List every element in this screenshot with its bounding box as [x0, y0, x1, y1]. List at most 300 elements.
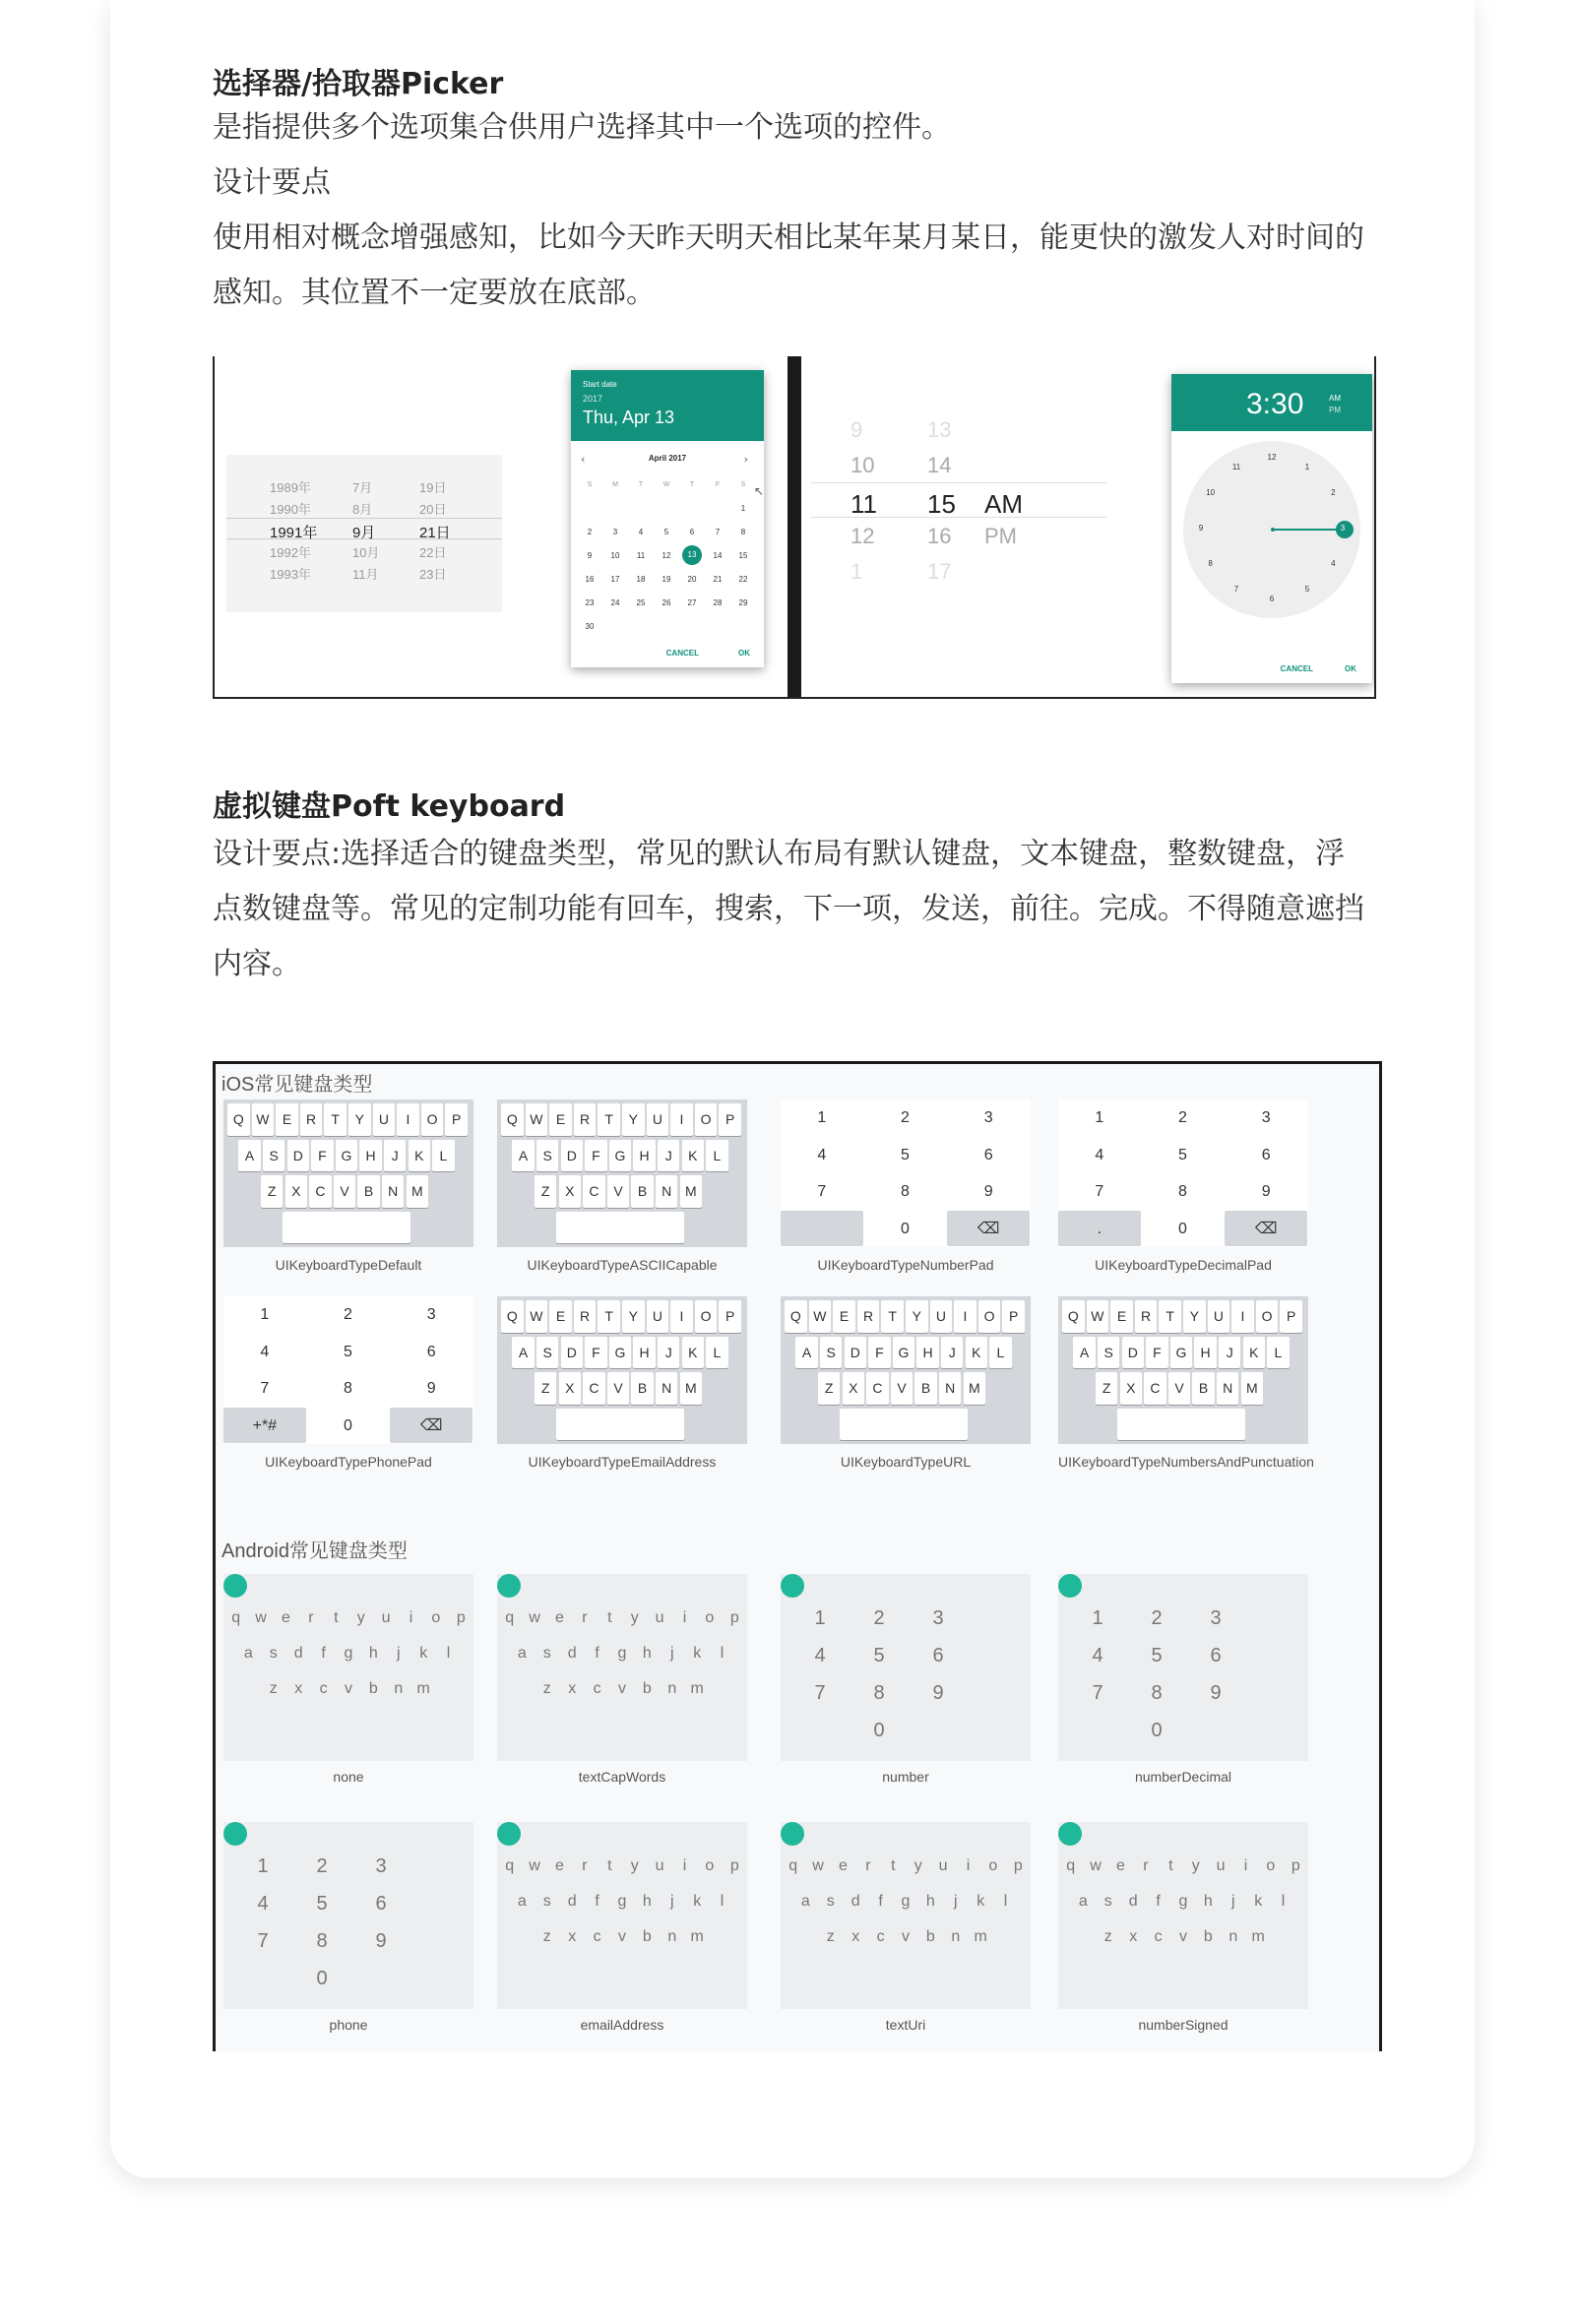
key[interactable]: K [1243, 1337, 1266, 1369]
key[interactable]: d [293, 1645, 303, 1662]
key[interactable]: c [319, 1680, 328, 1697]
key[interactable]: 6 [390, 1334, 472, 1370]
key[interactable]: 5 [1151, 1645, 1163, 1666]
pm-toggle[interactable]: PM [1329, 406, 1341, 414]
key[interactable]: Q [501, 1300, 524, 1333]
calendar-day[interactable]: 1 [740, 503, 746, 513]
key[interactable]: B [914, 1372, 937, 1405]
key[interactable]: V [334, 1175, 356, 1208]
clock-number[interactable]: 10 [1206, 488, 1216, 497]
key[interactable]: K [682, 1337, 705, 1369]
enter-key[interactable] [1058, 1574, 1082, 1598]
key[interactable]: w [812, 1857, 824, 1874]
key[interactable]: a [517, 1893, 527, 1910]
enter-key[interactable] [1058, 1822, 1082, 1846]
key[interactable]: t [607, 1609, 612, 1626]
key[interactable]: 4 [223, 1334, 306, 1370]
key[interactable]: 5 [1142, 1137, 1225, 1173]
key[interactable]: d [567, 1893, 577, 1910]
key[interactable]: y [630, 1609, 639, 1626]
key[interactable]: 0 [873, 1720, 885, 1741]
key[interactable]: v [901, 1928, 910, 1945]
key[interactable]: L [1267, 1337, 1290, 1369]
key[interactable]: m [416, 1680, 430, 1697]
key[interactable]: y [630, 1857, 639, 1874]
key[interactable]: d [567, 1645, 577, 1662]
key[interactable]: F [311, 1140, 334, 1172]
key[interactable]: 6 [932, 1645, 944, 1666]
key[interactable]: N [939, 1372, 962, 1405]
key[interactable]: Y [1183, 1300, 1206, 1333]
key[interactable]: ⌫ [390, 1408, 472, 1444]
date-wheel-row[interactable] [226, 518, 502, 539]
key[interactable]: 7 [1092, 1682, 1103, 1704]
key[interactable]: z [542, 1928, 551, 1945]
key[interactable]: p [729, 1609, 739, 1626]
key[interactable]: p [1291, 1857, 1300, 1874]
key[interactable]: i [682, 1857, 687, 1874]
key[interactable]: 8 [1142, 1173, 1225, 1210]
key[interactable]: U [647, 1103, 669, 1136]
key[interactable]: 4 [1092, 1645, 1103, 1666]
key[interactable]: E [1110, 1300, 1133, 1333]
clock-number[interactable]: 5 [1304, 585, 1310, 595]
key[interactable]: K [682, 1140, 705, 1172]
key[interactable]: 5 [864, 1137, 947, 1173]
key[interactable]: H [359, 1140, 382, 1172]
key[interactable]: V [1168, 1372, 1191, 1405]
key[interactable]: f [595, 1893, 599, 1910]
clock-face[interactable] [1183, 441, 1360, 618]
key[interactable]: o [705, 1609, 715, 1626]
key[interactable]: H [633, 1337, 656, 1369]
key[interactable]: g [1178, 1893, 1188, 1910]
calendar-day[interactable]: 12 [662, 550, 671, 560]
clock-number[interactable]: 1 [1304, 462, 1310, 471]
key[interactable]: e [839, 1857, 848, 1874]
key[interactable]: i [966, 1857, 971, 1874]
year-label[interactable]: 2017 [583, 394, 603, 404]
key[interactable]: X [559, 1372, 582, 1405]
key[interactable]: 4 [1058, 1137, 1141, 1173]
key[interactable]: 3 [932, 1607, 944, 1629]
key[interactable]: j [397, 1645, 401, 1662]
key[interactable]: f [321, 1645, 326, 1662]
key[interactable]: q [1066, 1857, 1076, 1874]
calendar-day[interactable]: 19 [662, 574, 671, 584]
key[interactable]: h [925, 1893, 935, 1910]
time-wheel-row[interactable] [811, 447, 1106, 482]
time-wheel-row[interactable] [811, 411, 1106, 447]
date-wheel-row[interactable] [226, 474, 502, 496]
calendar-day[interactable]: 29 [738, 597, 748, 607]
key[interactable]: v [617, 1928, 626, 1945]
key[interactable]: v [617, 1680, 626, 1697]
key[interactable]: L [706, 1140, 728, 1172]
key[interactable]: R [1135, 1300, 1158, 1333]
key[interactable]: x [851, 1928, 860, 1945]
key[interactable]: Z [818, 1372, 841, 1405]
key[interactable]: r [865, 1857, 871, 1874]
key[interactable]: Y [906, 1300, 928, 1333]
key[interactable]: 5 [307, 1334, 390, 1370]
key[interactable]: n [951, 1928, 961, 1945]
key[interactable]: f [1156, 1893, 1161, 1910]
key[interactable]: G [893, 1337, 915, 1369]
key[interactable]: I [954, 1300, 976, 1333]
key[interactable]: T [324, 1103, 346, 1136]
key[interactable]: o [988, 1857, 998, 1874]
key[interactable]: M [680, 1175, 703, 1208]
key[interactable]: s [269, 1645, 278, 1662]
key[interactable]: 1 [814, 1607, 826, 1629]
key[interactable]: p [456, 1609, 466, 1626]
date-wheel-row[interactable] [226, 539, 502, 561]
key[interactable]: 7 [781, 1173, 863, 1210]
key[interactable]: r [582, 1609, 588, 1626]
key[interactable]: l [446, 1645, 451, 1662]
clock-number[interactable]: 4 [1331, 559, 1336, 568]
key[interactable]: b [925, 1928, 935, 1945]
enter-key[interactable] [223, 1574, 247, 1598]
key[interactable]: c [593, 1928, 601, 1945]
key[interactable]: O [421, 1103, 444, 1136]
key[interactable]: 2 [316, 1855, 328, 1877]
key[interactable]: N [1217, 1372, 1239, 1405]
key[interactable]: t [607, 1857, 612, 1874]
key[interactable]: U [373, 1103, 396, 1136]
key[interactable]: k [1254, 1893, 1263, 1910]
key[interactable]: k [419, 1645, 428, 1662]
key[interactable]: 1 [257, 1855, 269, 1877]
key[interactable]: 2 [864, 1099, 947, 1136]
key[interactable]: c [1154, 1928, 1163, 1945]
clock-number[interactable]: 12 [1267, 453, 1277, 462]
key[interactable]: O [1256, 1300, 1279, 1333]
key[interactable]: H [916, 1337, 939, 1369]
key[interactable]: e [282, 1609, 290, 1626]
key[interactable]: R [857, 1300, 880, 1333]
key[interactable]: g [617, 1645, 627, 1662]
prev-month-icon[interactable]: ‹ [581, 453, 586, 466]
key[interactable]: R [574, 1103, 597, 1136]
key[interactable]: 0 [1142, 1211, 1225, 1247]
key[interactable]: 3 [390, 1296, 472, 1333]
key[interactable]: b [1203, 1928, 1213, 1945]
key[interactable]: O [978, 1300, 1001, 1333]
key[interactable]: H [1194, 1337, 1217, 1369]
calendar-day[interactable] [679, 543, 705, 567]
key[interactable]: Q [785, 1300, 807, 1333]
key[interactable]: s [542, 1893, 551, 1910]
key[interactable]: e [555, 1609, 564, 1626]
calendar-day[interactable]: 4 [638, 527, 644, 536]
key[interactable]: v [344, 1680, 352, 1697]
key[interactable]: ⌫ [1225, 1211, 1307, 1247]
key[interactable] [800, 1716, 840, 1745]
key[interactable]: ⌫ [947, 1211, 1030, 1247]
key[interactable]: 1 [223, 1296, 306, 1333]
key[interactable]: S [820, 1337, 843, 1369]
key[interactable]: e [1116, 1857, 1125, 1874]
key[interactable]: 8 [316, 1930, 328, 1952]
key[interactable]: R [574, 1300, 597, 1333]
key[interactable]: L [432, 1140, 455, 1172]
key[interactable]: h [642, 1645, 652, 1662]
key[interactable]: l [720, 1645, 724, 1662]
key[interactable]: s [826, 1893, 835, 1910]
key[interactable]: p [729, 1857, 739, 1874]
key[interactable]: w [1090, 1857, 1102, 1874]
key[interactable]: 5 [873, 1645, 885, 1666]
key[interactable]: j [954, 1893, 958, 1910]
calendar-day[interactable]: 24 [610, 597, 620, 607]
key[interactable]: +*# [223, 1408, 306, 1444]
calendar-day[interactable]: 18 [636, 574, 646, 584]
key[interactable]: 9 [375, 1930, 387, 1952]
key[interactable]: n [1228, 1928, 1238, 1945]
time-wheel[interactable] [811, 417, 1106, 612]
key[interactable]: P [445, 1103, 468, 1136]
calendar-day[interactable]: 8 [740, 527, 746, 536]
key[interactable]: 0 [1151, 1720, 1163, 1741]
key[interactable]: T [598, 1103, 620, 1136]
key[interactable]: 1 [781, 1099, 863, 1136]
time-cancel-button[interactable]: CANCEL [1280, 664, 1313, 673]
key[interactable]: B [631, 1372, 654, 1405]
key[interactable]: h [1203, 1893, 1213, 1910]
time-ok-button[interactable]: OK [1345, 664, 1356, 673]
clock-number[interactable]: 9 [1198, 524, 1204, 533]
key[interactable]: x [294, 1680, 303, 1697]
key[interactable]: A [1073, 1337, 1096, 1369]
key[interactable]: I [397, 1103, 419, 1136]
key[interactable]: h [642, 1893, 652, 1910]
key[interactable]: y [356, 1609, 365, 1626]
key[interactable]: x [568, 1928, 577, 1945]
calendar-day[interactable]: 10 [610, 550, 620, 560]
key[interactable]: P [719, 1103, 741, 1136]
key[interactable]: 7 [223, 1370, 306, 1407]
key[interactable]: d [1128, 1893, 1138, 1910]
key[interactable]: P [719, 1300, 741, 1333]
key[interactable]: y [1191, 1857, 1200, 1874]
key[interactable]: x [1129, 1928, 1138, 1945]
clock-number[interactable]: 11 [1231, 462, 1241, 471]
key[interactable]: y [914, 1857, 922, 1874]
key[interactable]: S [536, 1140, 559, 1172]
key[interactable]: X [1120, 1372, 1143, 1405]
key[interactable]: G [609, 1337, 632, 1369]
key[interactable]: A [512, 1337, 535, 1369]
key[interactable]: V [607, 1175, 630, 1208]
key[interactable]: j [670, 1645, 674, 1662]
key[interactable]: X [843, 1372, 865, 1405]
key[interactable]: b [642, 1928, 652, 1945]
key[interactable]: D [1122, 1337, 1145, 1369]
key[interactable]: R [300, 1103, 323, 1136]
key[interactable]: J [941, 1337, 964, 1369]
key[interactable]: 4 [781, 1137, 863, 1173]
key[interactable]: m [690, 1680, 704, 1697]
key[interactable]: S [263, 1140, 285, 1172]
key[interactable]: Y [348, 1103, 371, 1136]
enter-key[interactable] [497, 1822, 521, 1846]
key[interactable]: 7 [257, 1930, 269, 1952]
calendar-day[interactable]: 15 [738, 550, 748, 560]
key[interactable]: . [1058, 1211, 1141, 1247]
key[interactable]: F [585, 1337, 607, 1369]
space-key[interactable] [1117, 1409, 1245, 1441]
key[interactable]: 7 [814, 1682, 826, 1704]
calendar-day[interactable]: 17 [610, 574, 620, 584]
key[interactable]: I [670, 1300, 693, 1333]
key[interactable]: P [1002, 1300, 1025, 1333]
key[interactable]: 0 [864, 1211, 947, 1247]
key[interactable]: X [285, 1175, 308, 1208]
key[interactable]: u [655, 1857, 664, 1874]
key[interactable]: 8 [873, 1682, 885, 1704]
key[interactable]: E [549, 1300, 572, 1333]
key[interactable]: b [642, 1680, 652, 1697]
space-key[interactable] [283, 1212, 410, 1244]
key[interactable]: o [431, 1609, 441, 1626]
key[interactable]: n [394, 1680, 404, 1697]
key[interactable]: z [1103, 1928, 1112, 1945]
key[interactable]: 0 [307, 1408, 390, 1444]
key[interactable]: K [966, 1337, 988, 1369]
key[interactable]: C [866, 1372, 889, 1405]
key[interactable]: M [1241, 1372, 1264, 1405]
key[interactable]: t [891, 1857, 896, 1874]
calendar-day[interactable]: 21 [713, 574, 723, 584]
key[interactable]: B [357, 1175, 380, 1208]
key[interactable]: D [561, 1337, 584, 1369]
key[interactable]: z [826, 1928, 835, 1945]
key[interactable]: 7 [1058, 1173, 1141, 1210]
key[interactable]: M [964, 1372, 986, 1405]
key[interactable]: O [695, 1103, 718, 1136]
key[interactable] [1196, 1716, 1235, 1745]
key[interactable]: 2 [307, 1296, 390, 1333]
key[interactable]: 9 [390, 1370, 472, 1407]
key[interactable]: t [1168, 1857, 1173, 1874]
key[interactable] [918, 1716, 958, 1745]
key[interactable]: o [705, 1857, 715, 1874]
key[interactable]: W [809, 1300, 832, 1333]
date-ok-button[interactable]: OK [738, 649, 750, 658]
key[interactable]: U [930, 1300, 953, 1333]
key[interactable]: s [1103, 1893, 1112, 1910]
key[interactable]: E [833, 1300, 855, 1333]
calendar-day[interactable]: 5 [663, 527, 669, 536]
key[interactable]: n [667, 1928, 677, 1945]
key[interactable]: 6 [1210, 1645, 1222, 1666]
key[interactable]: s [542, 1645, 551, 1662]
key[interactable]: T [1159, 1300, 1181, 1333]
key[interactable]: U [1208, 1300, 1230, 1333]
key[interactable]: Y [622, 1103, 645, 1136]
key[interactable]: 9 [932, 1682, 944, 1704]
key[interactable]: 2 [1142, 1099, 1225, 1136]
key[interactable]: J [1219, 1337, 1241, 1369]
key[interactable]: q [231, 1609, 241, 1626]
key[interactable] [361, 1964, 401, 1993]
key[interactable]: H [633, 1140, 656, 1172]
key[interactable]: 3 [947, 1099, 1030, 1136]
space-key[interactable] [556, 1409, 684, 1441]
enter-key[interactable] [781, 1574, 804, 1598]
key[interactable]: G [336, 1140, 358, 1172]
calendar-day[interactable]: 25 [636, 597, 646, 607]
key[interactable]: C [583, 1372, 605, 1405]
key[interactable]: x [568, 1680, 577, 1697]
key[interactable]: w [529, 1609, 540, 1626]
key[interactable]: m [1251, 1928, 1265, 1945]
key[interactable]: L [706, 1337, 728, 1369]
clock-number[interactable]: 3 [1340, 524, 1346, 533]
key[interactable]: F [1146, 1337, 1168, 1369]
calendar-day[interactable]: 30 [585, 621, 595, 631]
key[interactable]: Q [227, 1103, 250, 1136]
calendar-day[interactable]: 9 [587, 550, 593, 560]
key[interactable]: L [989, 1337, 1012, 1369]
key[interactable]: w [255, 1609, 267, 1626]
key[interactable]: K [409, 1140, 431, 1172]
key[interactable]: Q [1062, 1300, 1085, 1333]
key[interactable]: O [695, 1300, 718, 1333]
key[interactable]: r [308, 1609, 314, 1626]
key[interactable]: 5 [316, 1893, 328, 1915]
key[interactable]: T [598, 1300, 620, 1333]
key[interactable]: 2 [873, 1607, 885, 1629]
calendar-day[interactable]: 11 [636, 550, 646, 560]
key[interactable] [243, 1964, 283, 1993]
key[interactable]: S [1098, 1337, 1120, 1369]
calendar-day[interactable]: 3 [612, 527, 618, 536]
key[interactable]: m [974, 1928, 987, 1945]
next-month-icon[interactable]: › [743, 453, 748, 466]
key[interactable] [781, 1211, 863, 1247]
key[interactable]: D [561, 1140, 584, 1172]
key[interactable]: 3 [375, 1855, 387, 1877]
clock-number[interactable]: 8 [1208, 559, 1213, 568]
space-key[interactable] [840, 1409, 968, 1441]
key[interactable]: Z [261, 1175, 284, 1208]
key[interactable]: N [656, 1372, 678, 1405]
key[interactable]: V [891, 1372, 914, 1405]
key[interactable]: W [526, 1300, 548, 1333]
key[interactable]: f [595, 1645, 599, 1662]
key[interactable]: f [878, 1893, 883, 1910]
key[interactable]: N [656, 1175, 678, 1208]
key[interactable]: c [876, 1928, 885, 1945]
key[interactable]: G [1170, 1337, 1193, 1369]
key[interactable]: u [938, 1857, 948, 1874]
key[interactable]: N [382, 1175, 405, 1208]
key[interactable]: C [583, 1175, 605, 1208]
key[interactable]: i [409, 1609, 413, 1626]
time-wheel-row[interactable] [811, 518, 1106, 553]
key[interactable]: E [549, 1103, 572, 1136]
key[interactable]: m [690, 1928, 704, 1945]
key[interactable]: 3 [1225, 1099, 1307, 1136]
key[interactable]: 9 [1225, 1173, 1307, 1210]
calendar-day[interactable]: 2 [587, 527, 593, 536]
key[interactable]: A [238, 1140, 261, 1172]
key[interactable]: B [1192, 1372, 1215, 1405]
space-key[interactable] [556, 1212, 684, 1244]
